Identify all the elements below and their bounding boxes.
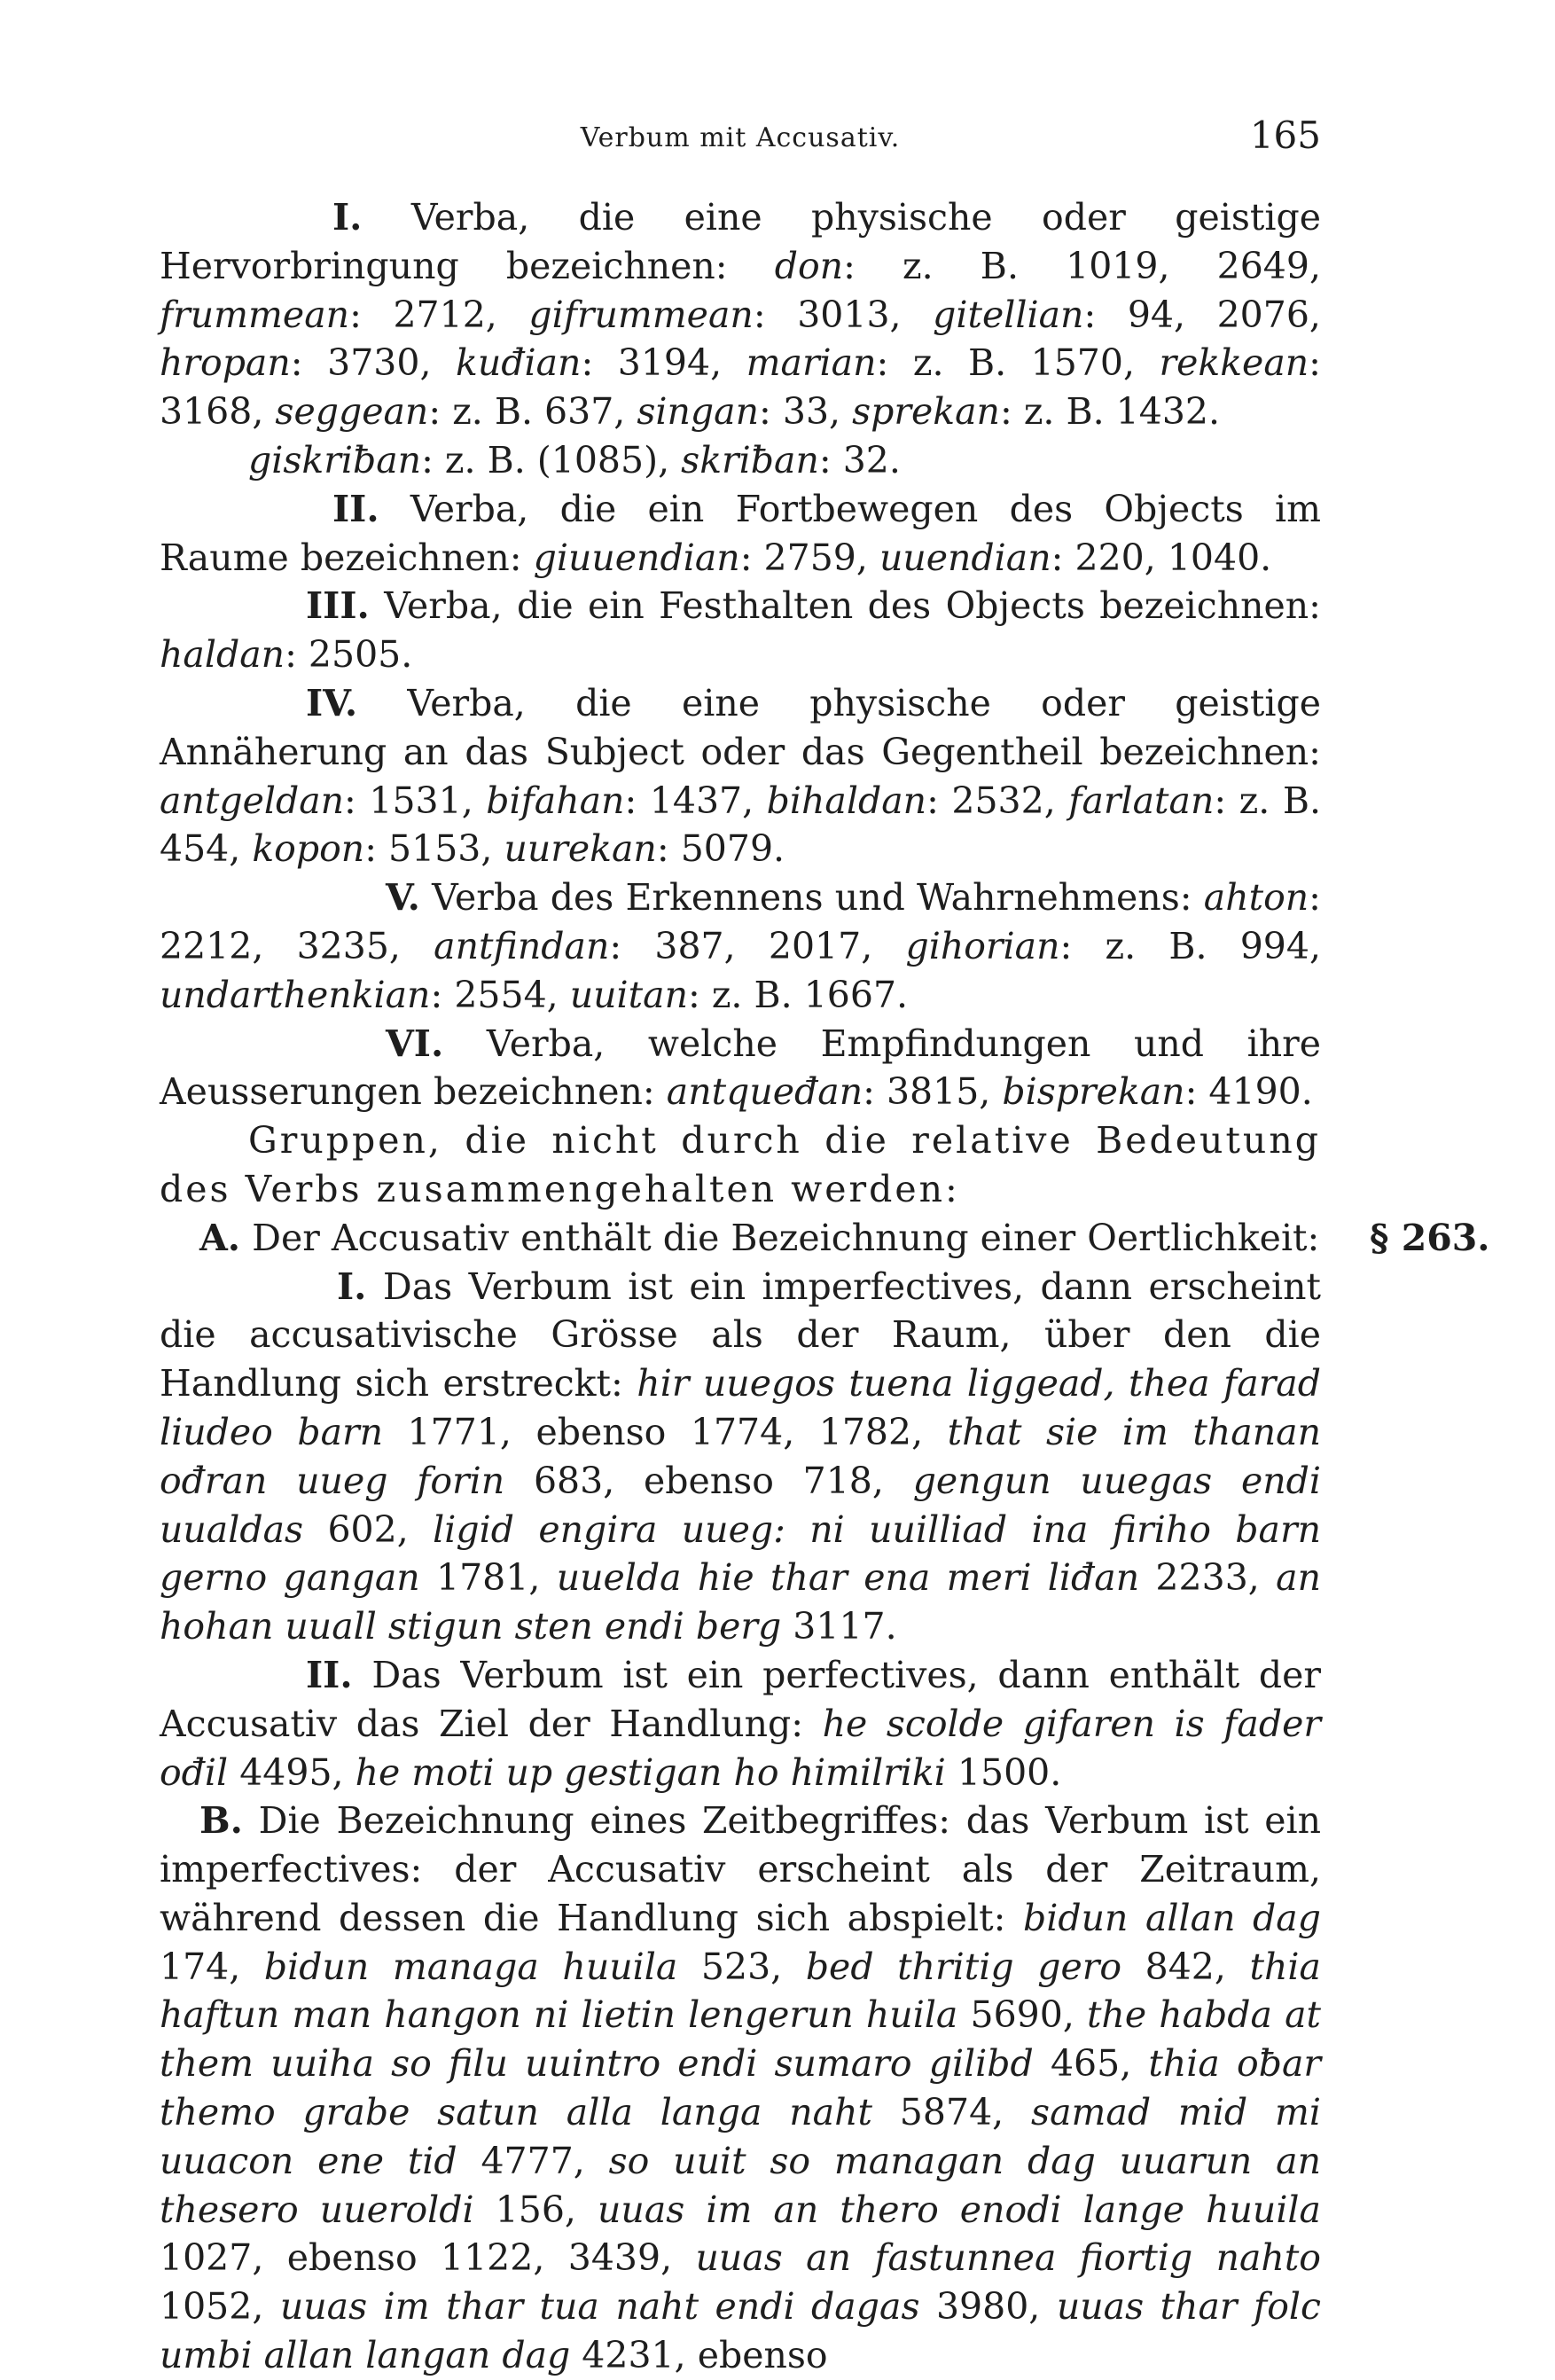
text-run: 5874,	[871, 2091, 1032, 2134]
text-run: : 33,	[759, 390, 853, 434]
quoted-term: antqueđan	[666, 1070, 863, 1114]
text-run: : 3730,	[290, 341, 456, 385]
quoted-term: giuuendian	[533, 536, 740, 579]
text-run: 4777,	[457, 2139, 609, 2182]
paragraph-p10	[160, 1797, 1321, 2380]
quoted-term: gengun uuegas endi uualdas	[160, 1459, 1321, 1551]
text-run: : z. B. 637,	[428, 390, 637, 434]
paragraph-p2	[160, 485, 1321, 583]
quoted-term: uuas an fastunnea fiortig nahto	[695, 2236, 1321, 2280]
quoted-term: uuendian	[879, 536, 1051, 579]
text-run: : 94, 2076,	[1083, 293, 1321, 336]
quoted-term: don	[774, 244, 844, 287]
quoted-term: frummean	[160, 293, 350, 336]
text-run: 5690,	[957, 1993, 1087, 2037]
paragraph-p1b	[160, 436, 1321, 485]
paragraph-p4	[160, 679, 1321, 873]
quoted-term: uuas thar folc umbi allan langan dag	[160, 2285, 1321, 2377]
quoted-term: he moti up gestigan ho himilriki	[355, 1750, 946, 1794]
text-run: Das Verbum ist ein imperfectives, dann erscheint die accusativische Grösse als der Raum, über den die Handlung sich erstreckt:	[160, 1264, 1321, 1405]
page-number: 165	[1249, 114, 1321, 157]
text-run: : 2712,	[349, 293, 529, 336]
text-run: Verba, die ein Festhalten des Objects bezeichnen:	[369, 584, 1321, 628]
text-run: 3980,	[919, 2285, 1057, 2329]
text-run: 156,	[473, 2188, 598, 2231]
page-header	[160, 114, 1321, 161]
text-run: Verba, die ein Fortbewegen des Objects im Raume bezeichnen:	[160, 487, 1321, 579]
paragraph-p6	[160, 1020, 1321, 1117]
text-run: 842,	[1121, 1945, 1250, 1988]
text-run: : 387, 2017,	[609, 924, 906, 967]
quoted-term: bidun managa huuila	[263, 1945, 678, 1988]
text-run: 1027, ebenso 1122, 3439,	[160, 2236, 696, 2280]
text-run: Verba, die eine physische oder geistige Annäherung an das Subject oder das Gegentheil bezeichnen:	[160, 681, 1321, 773]
quoted-term: undarthenkian	[160, 973, 431, 1016]
text-run: : 32.	[818, 438, 901, 481]
section-numeral: A.	[199, 1216, 241, 1259]
text-run: 465,	[1033, 2042, 1149, 2086]
text-run: Das Verbum ist ein perfectives, dann enthält der Accusativ das Ziel der Handlung:	[160, 1653, 1321, 1745]
text-run: : z. B. 454,	[160, 779, 1321, 871]
text-run: : 3815,	[863, 1070, 1003, 1114]
text-run: : 5153,	[364, 827, 504, 871]
quoted-term: rekkean	[1159, 341, 1309, 385]
running-title: Verbum mit Accusativ.	[580, 122, 901, 153]
text-run: 174,	[160, 1945, 264, 1988]
quoted-term: haldan	[160, 633, 285, 677]
quoted-term: kuđian	[455, 341, 582, 385]
quoted-term: bifahan	[486, 779, 625, 822]
quoted-term: hir uuegos tuena liggead, thea farad liudeo barn	[160, 1362, 1321, 1453]
text-run: 1781,	[419, 1556, 557, 1600]
text-run: : z. B. 1432.	[999, 390, 1221, 434]
text-run: 2233,	[1139, 1556, 1277, 1600]
quoted-term: kopon	[252, 827, 365, 871]
quoted-term: sprekan	[852, 390, 1000, 434]
text-run: : z. B. 1667.	[687, 973, 909, 1016]
section-numeral: IV.	[306, 681, 358, 724]
text-run: 1500.	[945, 1750, 1062, 1794]
quoted-term: that sie im thanan ođran uueg forin	[160, 1410, 1321, 1502]
quoted-term: bisprekan	[1002, 1070, 1185, 1114]
quoted-term: thia oƀar themo grabe satun alla langa naht	[160, 2042, 1321, 2134]
text-run: Verba des Erkennens und Wahrnehmens:	[419, 876, 1204, 920]
quoted-term: bidun allan dag	[1023, 1896, 1321, 1939]
text-run: : 3168,	[160, 341, 1321, 434]
text-run: Gruppen, die nicht durch die relative Bedeutung des Verbs zusammengehalten werden:	[160, 1119, 1321, 1210]
quoted-term: gitellian	[933, 293, 1084, 336]
paragraph-p5	[160, 873, 1321, 1019]
section-numeral: II.	[306, 1653, 353, 1696]
quoted-term: uuelda hie thar ena meri liđan	[556, 1556, 1140, 1600]
quoted-term: giskriƀan	[248, 438, 422, 481]
quoted-term: ahton	[1203, 876, 1309, 920]
section-marker: § 263.	[1370, 1216, 1490, 1259]
text-run: : 5079.	[656, 827, 785, 871]
text-run: 3117.	[781, 1605, 897, 1648]
text-run: : 4190.	[1184, 1070, 1313, 1114]
quoted-term: marian	[746, 341, 877, 385]
text-run: : 220, 1040.	[1051, 536, 1272, 579]
quoted-term: ligid engira uueg: ni uuilliad ina firiho barn gerno gangan	[160, 1507, 1322, 1600]
quoted-term: gifrummean	[528, 293, 754, 336]
quoted-term: uuas im thar tua naht endi dagas	[279, 2285, 920, 2329]
text-run: Die Bezeichnung eines Zeitbegriffes: das Verbum ist ein imperfectives: der Accusativ erscheint als der Zeitraum, während dessen die Handlung sich abspielt:	[160, 1799, 1321, 1939]
text-run: 1771, ebenso 1774, 1782,	[383, 1410, 948, 1453]
paragraph-p7	[160, 1116, 1321, 1214]
text-run: : z. B. 1019, 2649,	[843, 244, 1321, 287]
quoted-term: gihorian	[905, 924, 1060, 967]
text-run: : 2212, 3235,	[160, 876, 1321, 967]
text-run: : 2759,	[739, 536, 879, 579]
text-run: Der Accusativ enthält die Bezeichnung einer Oertlichkeit:	[240, 1216, 1320, 1259]
body-text	[160, 193, 1490, 2380]
paragraph-p3	[160, 582, 1321, 679]
section-numeral: I.	[337, 1264, 367, 1308]
paragraph-p9	[160, 1651, 1321, 1797]
quoted-term: bihaldan	[766, 779, 927, 822]
quoted-term: uurekan	[504, 827, 657, 871]
text-run: : 2554,	[430, 973, 570, 1016]
section-numeral: V.	[386, 876, 420, 920]
text-run: 4495,	[228, 1750, 356, 1794]
text-run: : 3013,	[753, 293, 934, 336]
quoted-term: so uuit so managan dag uuarun an thesero uueroldi	[160, 2139, 1321, 2231]
quoted-term: skriƀan	[681, 438, 819, 481]
quoted-term: seggean	[275, 390, 429, 434]
quoted-term: he scolde gifaren is fader ođil	[160, 1702, 1321, 1794]
section-numeral: III.	[306, 584, 370, 628]
text-run: : z. B. 1570,	[876, 341, 1160, 385]
section-numeral: II.	[332, 487, 379, 530]
quoted-term: an hohan uuall stigun sten endi berg	[160, 1556, 1321, 1648]
paragraph-group-verb-classes	[160, 193, 1321, 1214]
quoted-term: hropan	[160, 341, 291, 385]
text-run: Verba, welche Empfindungen und ihre Aeusserungen bezeichnen:	[160, 1022, 1321, 1114]
quoted-term: singan	[637, 390, 760, 434]
text-run: 523,	[677, 1945, 806, 1988]
quoted-term: the habda at them uuiha so filu uuintro endi sumaro gilibd	[160, 1993, 1321, 2086]
text-run: : z. B. 994,	[1059, 924, 1322, 967]
text-run: 4231, ebenso	[570, 2334, 828, 2377]
section-numeral: B.	[199, 1799, 243, 1843]
quoted-term: farlatan	[1068, 779, 1215, 822]
paragraph-p1	[160, 193, 1321, 436]
section-numeral: VI.	[386, 1022, 444, 1065]
section-numeral: I.	[332, 196, 363, 239]
text-run: 1052,	[160, 2285, 280, 2329]
text-run: : 2505.	[285, 633, 413, 677]
text-run: Verba, die eine physische oder geistige Hervorbringung bezeichnen:	[160, 196, 1321, 287]
text-run: 602,	[303, 1507, 434, 1551]
text-run: : 2532,	[926, 779, 1069, 822]
quoted-term: samad mid mi uuacon ene tid	[160, 2091, 1321, 2182]
quoted-term: thia haftun man hangon ni lietin lengerun huila	[160, 1945, 1321, 2037]
quoted-term: uuitan	[569, 973, 688, 1016]
text-run: : 1437,	[624, 779, 767, 822]
paragraph-p8	[160, 1263, 1321, 1651]
paragraph-group-sections	[160, 1263, 1321, 2380]
section-a-heading	[199, 1217, 1319, 1259]
quoted-term: antfindan	[434, 924, 610, 967]
quoted-term: bed thritig gero	[805, 1945, 1122, 1988]
section-line-a	[160, 1214, 1490, 1263]
text-run: : z. B. (1085),	[421, 438, 682, 481]
quoted-term: antgeldan	[160, 779, 345, 822]
text-run: : 1531,	[344, 779, 487, 822]
text-run: : 3194,	[581, 341, 746, 385]
text-run: 683, ebenso 718,	[504, 1459, 913, 1502]
quoted-term: uuas im an thero enodi lange huuila	[598, 2188, 1321, 2231]
